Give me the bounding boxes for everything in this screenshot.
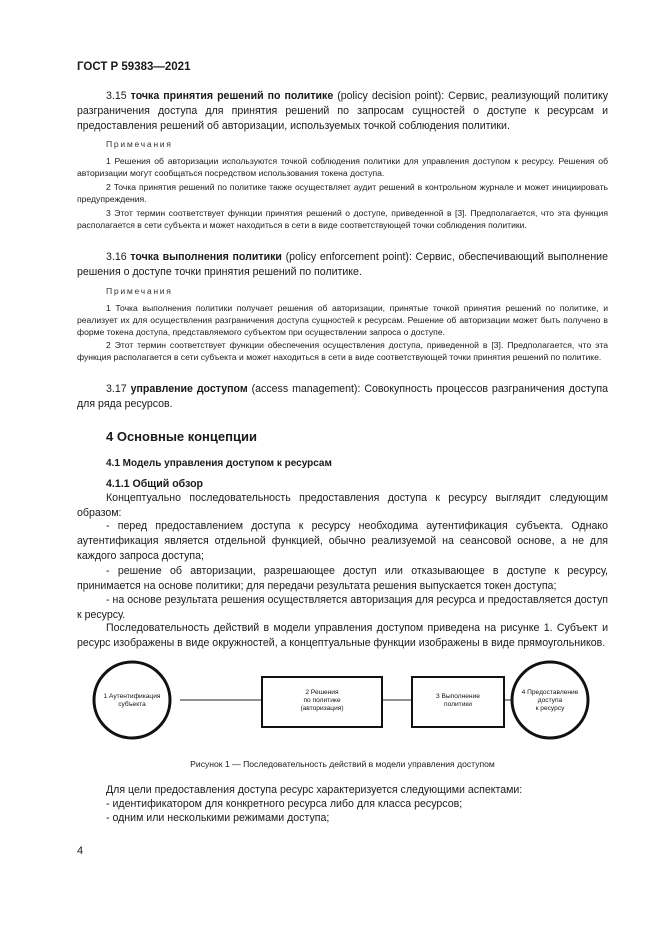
subsubsection-heading: 4.1.1 Общий обзор [106, 478, 204, 490]
node-1-line-2: субъекта [118, 701, 146, 708]
document-header: ГОСТ Р 59383—2021 [77, 61, 191, 73]
term-3-17 [77, 382, 608, 412]
body-paragraph: Для цели предоставления доступа ресурс характеризуется следующими аспектами: [106, 784, 523, 796]
section-heading: 4 Основные концепции [106, 429, 257, 444]
subsection-heading: 4.1 Модель управления доступом к ресурсам [106, 458, 332, 469]
node-3-line-2: политики [444, 701, 472, 708]
node-4-line-3: к ресурсу [535, 705, 565, 712]
term-number: 3.17 [106, 383, 127, 395]
node-4-line-2: доступа [537, 697, 563, 704]
figure-caption: Рисунок 1 — Последовательность действий в модели управления доступом [190, 759, 495, 769]
note-item: 2 Этот термин соответствует функции обеспечения осуществления доступа, приведенной в [3]. Предполагается, что эта функция располагается в сети субъекта и может находиться в сети в виде соответствующей точки принятия решений по политике. [77, 340, 608, 363]
node-2-line-1: 2 Решения [305, 689, 339, 696]
term-number: 3.15 [106, 90, 127, 102]
list-item: - одним или несколькими режимами доступа; [106, 812, 330, 824]
node-4-line-1: 4 Предоставление [521, 689, 579, 696]
note-item: 2 Точка принятия решений по политике также осуществляет аудит решений в контрольном журнале и может инициировать предупреждения. [77, 182, 608, 205]
list-item: - перед предоставлением доступа к ресурсу необходима аутентификация субъекта. Однако аутентификация является отдельной функцией, обычно реализуемой на сеансовой основе, а не для каждого запроса доступа; [77, 520, 608, 563]
term-3-16 [77, 250, 608, 280]
note-item: 3 Этот термин соответствует функции принятия решений о доступе, приведенной в [3]. Предполагается, что эта функция располагается в сети субъекта и может находиться в сети в виде соответствующей точки соблюдения политики. [77, 208, 608, 231]
term-definition: (policy enforcement point): Сервис, обеспечивающий выполнение решения о доступе точки принятия решений по политике. [77, 251, 608, 279]
page-number: 4 [77, 845, 84, 857]
list-item: - решение об авторизации, разрешающее доступ или отказывающее в доступе к ресурсу, принимается на основе политики; для передачи результата решения выпускается токен доступа; [77, 565, 608, 593]
list-item: - идентификатором для конкретного ресурса либо для класса ресурсов; [106, 798, 463, 810]
access-flow-diagram [77, 660, 597, 744]
term-title: управление доступом [130, 383, 248, 395]
body-paragraph: Концептуально последовательность предоставления доступа к ресурсу выглядит следующим образом: [77, 492, 608, 520]
term-definition: (access management): Совокупность процессов разграничения доступа для ряда ресурсов. [77, 383, 608, 411]
note-item: 1 Решения об авторизации используются точкой соблюдения политики для управления доступом к ресурсу. Решения об авторизации могут сообщаться посредством использования токена доступа. [77, 156, 608, 179]
term-title: точка выполнения политики [130, 251, 282, 263]
subject-circle [94, 662, 170, 738]
term-title: точка принятия решений по политике [130, 90, 334, 102]
node-3-line-1: 3 Выполнение [436, 693, 480, 700]
note-item: 1 Точка выполнения политики получает решения об авторизации, принятые точкой принятия решений по политике, и реализует их для осуществления разграничения доступа сущностей к ресурсам. Решение об авторизации может быть получено в форме токена доступа, представляемого субъектом при осуществлении запроса о доступе. [77, 303, 608, 338]
notes-label: Примечания [106, 139, 173, 149]
node-2-line-2: по политике [303, 697, 341, 704]
node-1-line-1: 1 Аутентификация [103, 693, 161, 700]
body-paragraph: Последовательность действий в модели управления доступом приведена на рисунке 1. Субъект и ресурс изображены в виде окружностей, а концептуальные функции изображены в виде прямоугольников. [77, 622, 608, 650]
term-number: 3.16 [106, 251, 127, 263]
list-item: - на основе результата решения осуществляется авторизация для ресурса и предоставляется доступ к ресурсу. [77, 594, 608, 622]
term-3-15 [77, 89, 608, 135]
node-2-line-3: (авторизация) [300, 705, 344, 712]
notes-label: Примечания [106, 286, 173, 296]
term-definition: (policy decision point): Сервис, реализующий политику разграничения доступа для принятия решений по запросам сущностей о доступе к ресурсам и предоставления решений об авторизации, используемых точкой соблюдения политики. [77, 90, 609, 133]
